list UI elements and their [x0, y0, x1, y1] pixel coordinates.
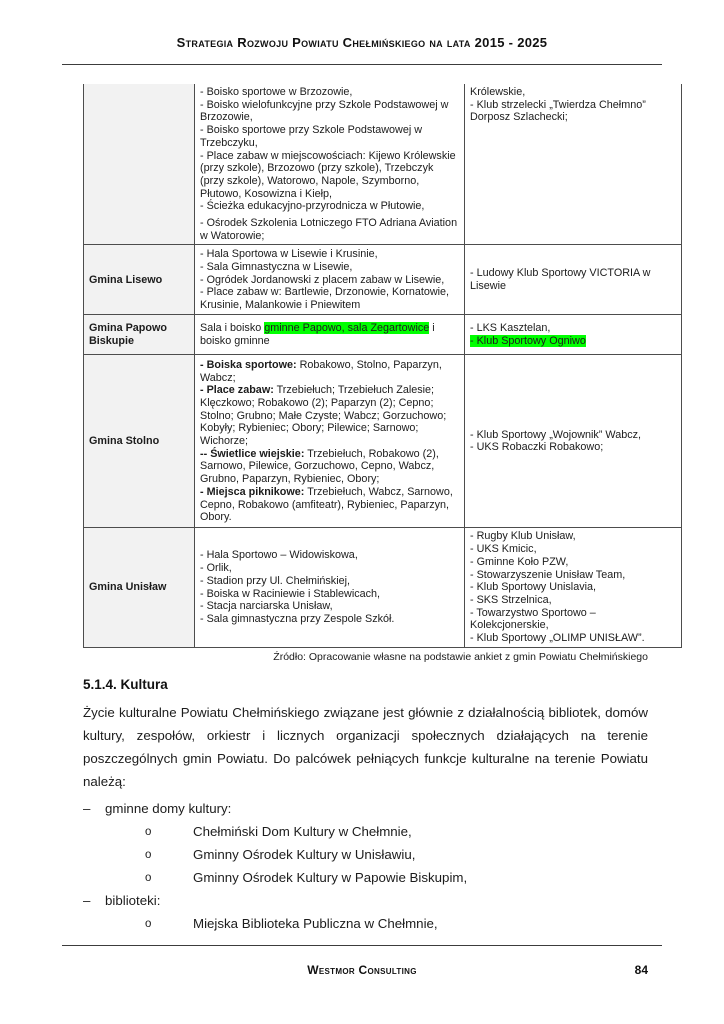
- cell-line: [200, 448, 459, 486]
- cell-line: [200, 86, 459, 99]
- cell-text: - Place zabaw w: Bartlewie, Drzonowie, Kornatowie, Krusinie, Malankowie i Pniewitem: [200, 286, 450, 311]
- table-row: [84, 355, 682, 528]
- cell-text: - Sala gimnastyczna przy Zespole Szkół.: [200, 613, 395, 625]
- cell-line: [200, 261, 459, 274]
- cell-text: - Stacja narciarska Unisław,: [200, 600, 333, 613]
- cell-text: - Miejsca piknikowe:: [200, 485, 305, 498]
- facilities-cell: [195, 245, 465, 315]
- cell-text: - Ludowy Klub Sportowy VICTORIA w Lisewie: [470, 267, 651, 292]
- cell-line: [470, 335, 676, 348]
- cell-line: [200, 274, 459, 287]
- sub-list-item: [83, 917, 648, 931]
- facilities-table-body: [84, 84, 682, 647]
- cell-line: [200, 322, 459, 347]
- cell-text: - Orlik,: [200, 562, 232, 575]
- table-row: [84, 315, 682, 355]
- cell-line: [200, 588, 459, 601]
- cell-line: [200, 200, 459, 213]
- cell-text: - Boiska sportowe:: [200, 358, 297, 371]
- cell-text: i boisko gminne: [200, 322, 435, 347]
- cell-line: [470, 86, 676, 99]
- dash-bullet: –: [83, 892, 91, 908]
- cell-line: [200, 384, 459, 448]
- cell-line: [470, 99, 676, 124]
- list-item: [83, 894, 648, 908]
- cell-text: - Klub Sportowy „OLIMP UNISŁAW”.: [470, 632, 645, 645]
- cell-line: [470, 429, 676, 442]
- cell-text: - UKS Robaczki Robakowo;: [470, 441, 604, 454]
- cell-text: - Gminne Koło PZW,: [470, 555, 569, 568]
- cell-line: [200, 562, 459, 575]
- cell-text: - Stowarzyszenie Unisław Team,: [470, 568, 626, 581]
- cell-text: Trzebiełuch, Robakowo (2), Sarnowo, Pilewice, Gorzuchowo, Cepno, Wabcz, Grubno, Paparzyn, Rybieniec, Obory;: [200, 447, 439, 486]
- cell-text: Robakowo, Stolno, Paparzyn, Wabcz;: [200, 358, 442, 384]
- circle-bullet: o: [145, 825, 152, 838]
- cell-line: [470, 543, 676, 556]
- facilities-cell: [195, 84, 465, 245]
- gmina-cell: Gmina Unisław: [84, 528, 195, 647]
- circle-bullet: o: [145, 917, 152, 930]
- section-heading: 5.1.4. Kultura: [83, 676, 168, 692]
- cell-line: [200, 217, 459, 242]
- cell-line: [200, 613, 459, 626]
- cell-line: [200, 486, 459, 524]
- cell-text: Sala i boisko: [200, 322, 265, 335]
- clubs-cell: [465, 528, 682, 647]
- cell-text: - Place zabaw:: [200, 384, 274, 397]
- page-number: 84: [634, 963, 648, 977]
- page-header-title: Strategia Rozwoju Powiatu Chełmińskiego na lata 2015 - 2025: [176, 35, 548, 50]
- cell-line: [470, 594, 676, 607]
- highlight-text: gminne Papowo, sala Zegartowice: [264, 322, 430, 335]
- cell-text: - Boisko sportowe w Brzozowie,: [200, 86, 353, 98]
- cell-text: - Place zabaw w miejscowościach: Kijewo Królewskie (przy szkole), Brzozowo (przy szkole), Trzebczyk (przy szkole), Watorowo, Napole, Szymborno, Płutowo, Kosowizna i Kiełp,: [200, 149, 456, 200]
- list-item-label: gminne domy kultury:: [105, 800, 232, 816]
- cell-line: [200, 124, 459, 149]
- gmina-cell: [84, 84, 195, 245]
- facilities-cell: [195, 355, 465, 528]
- table-row: [84, 245, 682, 315]
- cell-text: - Boiska w Raciniewie i Stablewicach,: [200, 587, 381, 600]
- sub-list-item-label: Miejska Biblioteka Publiczna w Chełmnie,: [193, 915, 438, 931]
- sub-list-item: [83, 848, 648, 862]
- cell-line: [200, 575, 459, 588]
- highlight-text: - Klub Sportowy Ogniwo: [470, 334, 586, 347]
- cell-text: - Boisko wielofunkcyjne przy Szkole Podstawowej w Brzozowie,: [200, 98, 449, 124]
- cell-text: - Ogródek Jordanowski z placem zabaw w Lisewie,: [200, 273, 445, 286]
- table-source-caption: Źródło: Opracowanie własne na podstawie ankiet z gmin Powiatu Chełmińskiego: [273, 650, 648, 663]
- circle-bullet: o: [145, 871, 152, 884]
- culture-list: [83, 802, 648, 931]
- clubs-cell: [465, 315, 682, 355]
- footer-divider: [62, 945, 662, 946]
- list-item: [83, 802, 648, 816]
- dash-bullet: –: [83, 800, 91, 816]
- sub-list-item-label: Gminny Ośrodek Kultury w Unisławiu,: [193, 846, 416, 862]
- cell-text: - UKS Kmicic,: [470, 543, 537, 556]
- cell-text: - Klub Sportowy „Wojownik” Wabcz,: [470, 428, 641, 441]
- cell-text: - Hala Sportowa w Lisewie i Krusinie,: [200, 248, 378, 261]
- sub-list-item-label: Gminny Ośrodek Kultury w Papowie Biskupim,: [193, 869, 468, 885]
- cell-line: [200, 549, 459, 562]
- cell-text: Królewskie,: [470, 86, 526, 98]
- table-row: [84, 84, 682, 245]
- cell-text: - Rugby Klub Unisław,: [470, 530, 576, 543]
- cell-line: [470, 569, 676, 582]
- cell-text: - Sala Gimnastyczna w Lisewie,: [200, 260, 353, 273]
- cell-line: [200, 99, 459, 124]
- sub-list-item: [83, 871, 648, 885]
- cell-text: - Boisko sportowe przy Szkole Podstawowej w Trzebczyku,: [200, 124, 423, 149]
- cell-text: - Towarzystwo Sportowo – Kolekcjonerskie,: [470, 606, 596, 632]
- section-paragraph: Życie kulturalne Powiatu Chełmińskiego związane jest głównie z działalnością bibliotek, domów kultury, zespołów, orkiestr i licznych organizacji społecznych działających na terenie poszczególnych gmin Powiatu. Do palcówek pełniących funkcje kulturalne na terenie Powiatu należą:: [83, 704, 648, 789]
- cell-line: [470, 322, 676, 335]
- circle-bullet: o: [145, 848, 152, 861]
- cell-line: [200, 248, 459, 261]
- cell-line: [470, 581, 676, 594]
- cell-text: Trzebiełuch, Wabcz, Sarnowo, Cepno, Robakowo (amfiteatr), Rybieniec, Paparzyn, Obory.: [200, 485, 453, 524]
- cell-line: [470, 530, 676, 543]
- cell-line: [200, 286, 459, 311]
- footer-company: Westmor Consulting: [307, 963, 417, 977]
- gmina-cell: Gmina Stolno: [84, 355, 195, 528]
- cell-text: - Hala Sportowo – Widowiskowa,: [200, 549, 358, 562]
- cell-line: [200, 150, 459, 201]
- clubs-cell: [465, 84, 682, 245]
- cell-text: - LKS Kasztelan,: [470, 322, 551, 335]
- cell-text: -- Świetlice wiejskie:: [200, 447, 305, 460]
- sub-list-item-label: Chełmiński Dom Kultury w Chełmnie,: [193, 823, 412, 839]
- cell-text: - Klub strzelecki „Twierdza Chełmno” Dorposz Szlachecki;: [470, 98, 646, 124]
- cell-line: [470, 607, 676, 632]
- cell-text: - Ścieżka edukacyjno-przyrodnicza w Płutowie,: [200, 200, 425, 213]
- cell-line: [200, 359, 459, 384]
- gmina-cell: Gmina Papowo Biskupie: [84, 315, 195, 355]
- cell-text: - SKS Strzelnica,: [470, 593, 552, 606]
- cell-line: [470, 267, 676, 292]
- facilities-cell: [195, 528, 465, 647]
- list-item-label: biblioteki:: [105, 892, 161, 908]
- sub-list-item: [83, 825, 648, 839]
- cell-text: - Klub Sportowy Unislavia,: [470, 581, 597, 594]
- cell-line: [470, 632, 676, 645]
- cell-line: [200, 600, 459, 613]
- clubs-cell: [465, 355, 682, 528]
- cell-text: - Stadion przy Ul. Chełmińskiej,: [200, 574, 351, 587]
- facilities-cell: [195, 315, 465, 355]
- cell-line: [470, 556, 676, 569]
- table-row: [84, 528, 682, 647]
- cell-line: [470, 441, 676, 454]
- gmina-cell: Gmina Lisewo: [84, 245, 195, 315]
- cell-text: - Ośrodek Szkolenia Lotniczego FTO Adriana Aviation w Watorowie;: [200, 217, 458, 242]
- clubs-cell: [465, 245, 682, 315]
- page-content: [83, 84, 651, 931]
- header-divider: [62, 64, 662, 65]
- cell-text: Trzebiełuch; Trzebiełuch Zalesie; Klęczkowo; Robakowo (2); Paparzyn (2); Cepno; Stolno; Grubno; Małe Czyste; Wabcz; Gorzuchowo; Kobyły; Rybieniec; Obory; Pilewice; Sarnowo; Wichorze;: [200, 384, 447, 448]
- facilities-table: [83, 84, 682, 648]
